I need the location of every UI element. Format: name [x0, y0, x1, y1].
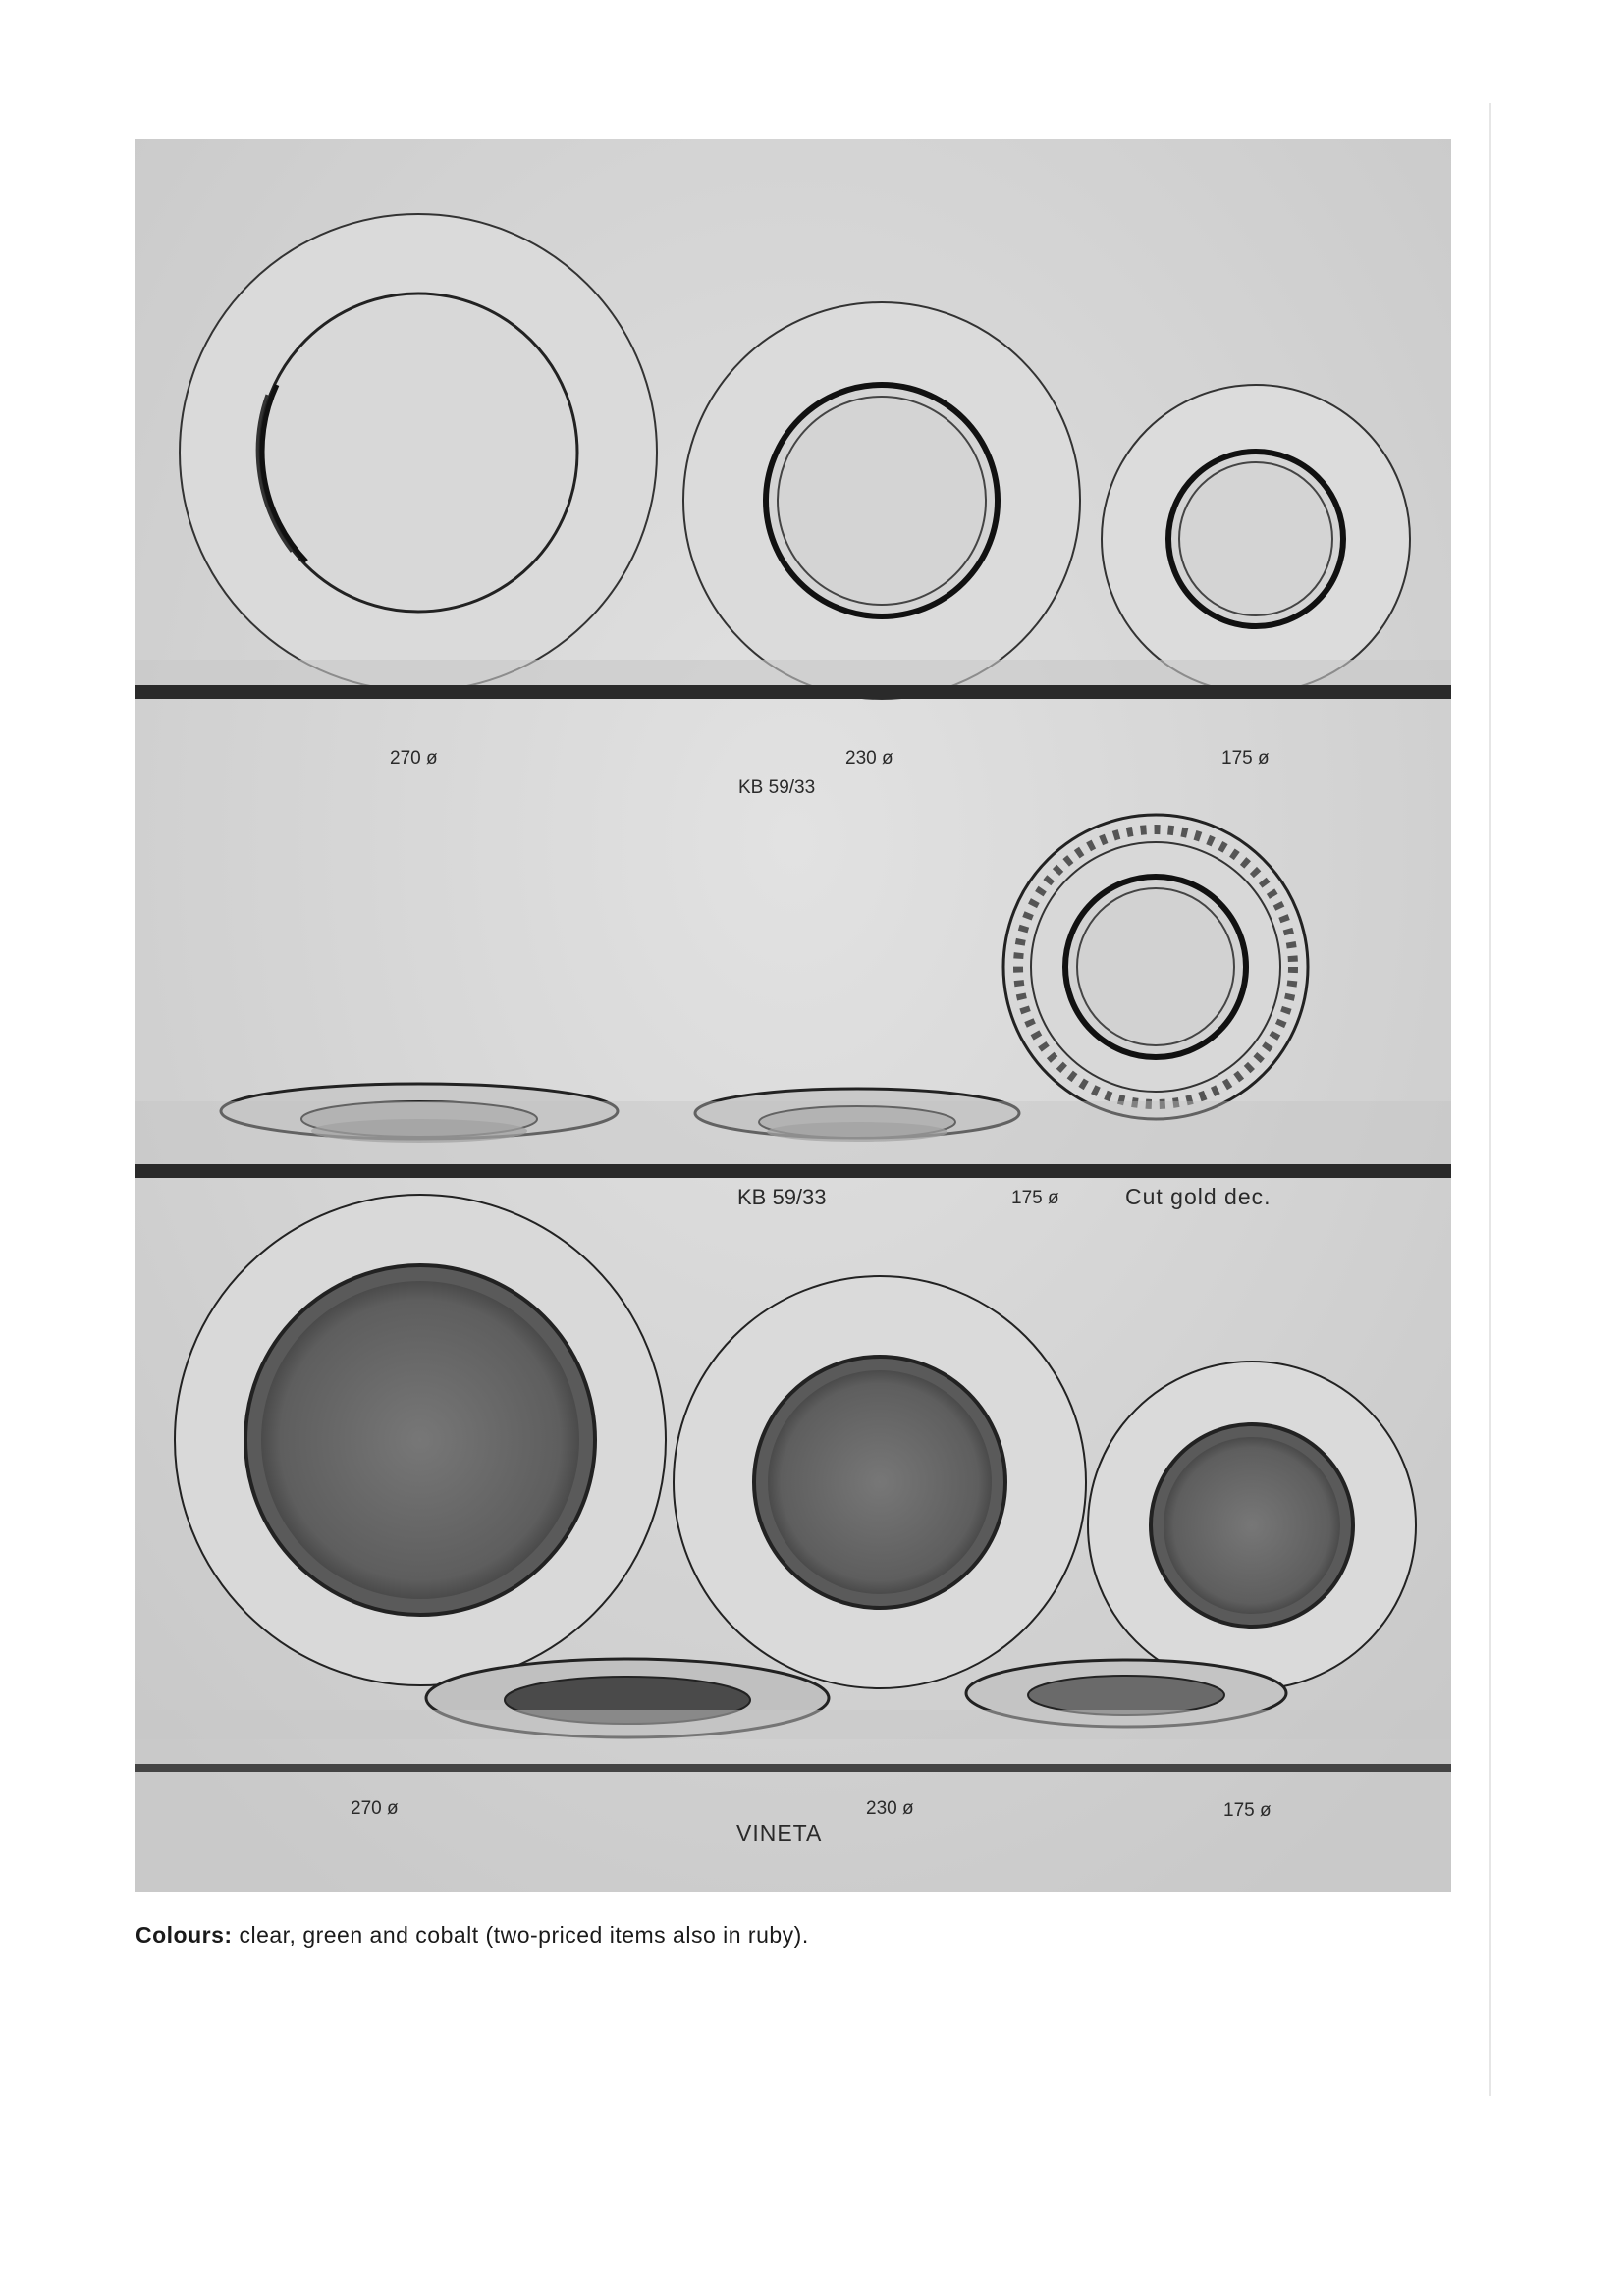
caption-label: Colours:: [135, 1922, 233, 1948]
colours-caption: [135, 1922, 809, 1949]
caption-text: clear, green and cobalt (two-priced items also in ruby).: [232, 1922, 809, 1948]
shelf-2-decoration: Cut gold dec.: [1125, 1184, 1272, 1209]
shelf-1-size-175: 175 ø: [1221, 748, 1270, 769]
shelf-2-model: KB 59/33: [737, 1185, 827, 1209]
shelf-1-model: KB 59/33: [738, 777, 816, 798]
shelf-3-size-175: 175 ø: [1223, 1800, 1272, 1821]
page-margin-rule: [1489, 103, 1491, 2096]
shelf-3-edge: [135, 1764, 1451, 1772]
shelf-2-edge: [135, 1164, 1451, 1178]
glass-plates-illustration: [135, 139, 1451, 1892]
shelf-2-size: 175 ø: [1011, 1188, 1059, 1208]
shelf-3-size-270: 270 ø: [351, 1798, 399, 1819]
shelf-3-size-230: 230 ø: [866, 1798, 914, 1819]
shelf-3-model: VINETA: [736, 1820, 823, 1845]
shelf-1-size-230: 230 ø: [845, 748, 893, 769]
catalog-photo: [135, 139, 1451, 1892]
shelf-1-size-270: 270 ø: [390, 748, 438, 769]
shelf-1-edge: [135, 685, 1451, 699]
